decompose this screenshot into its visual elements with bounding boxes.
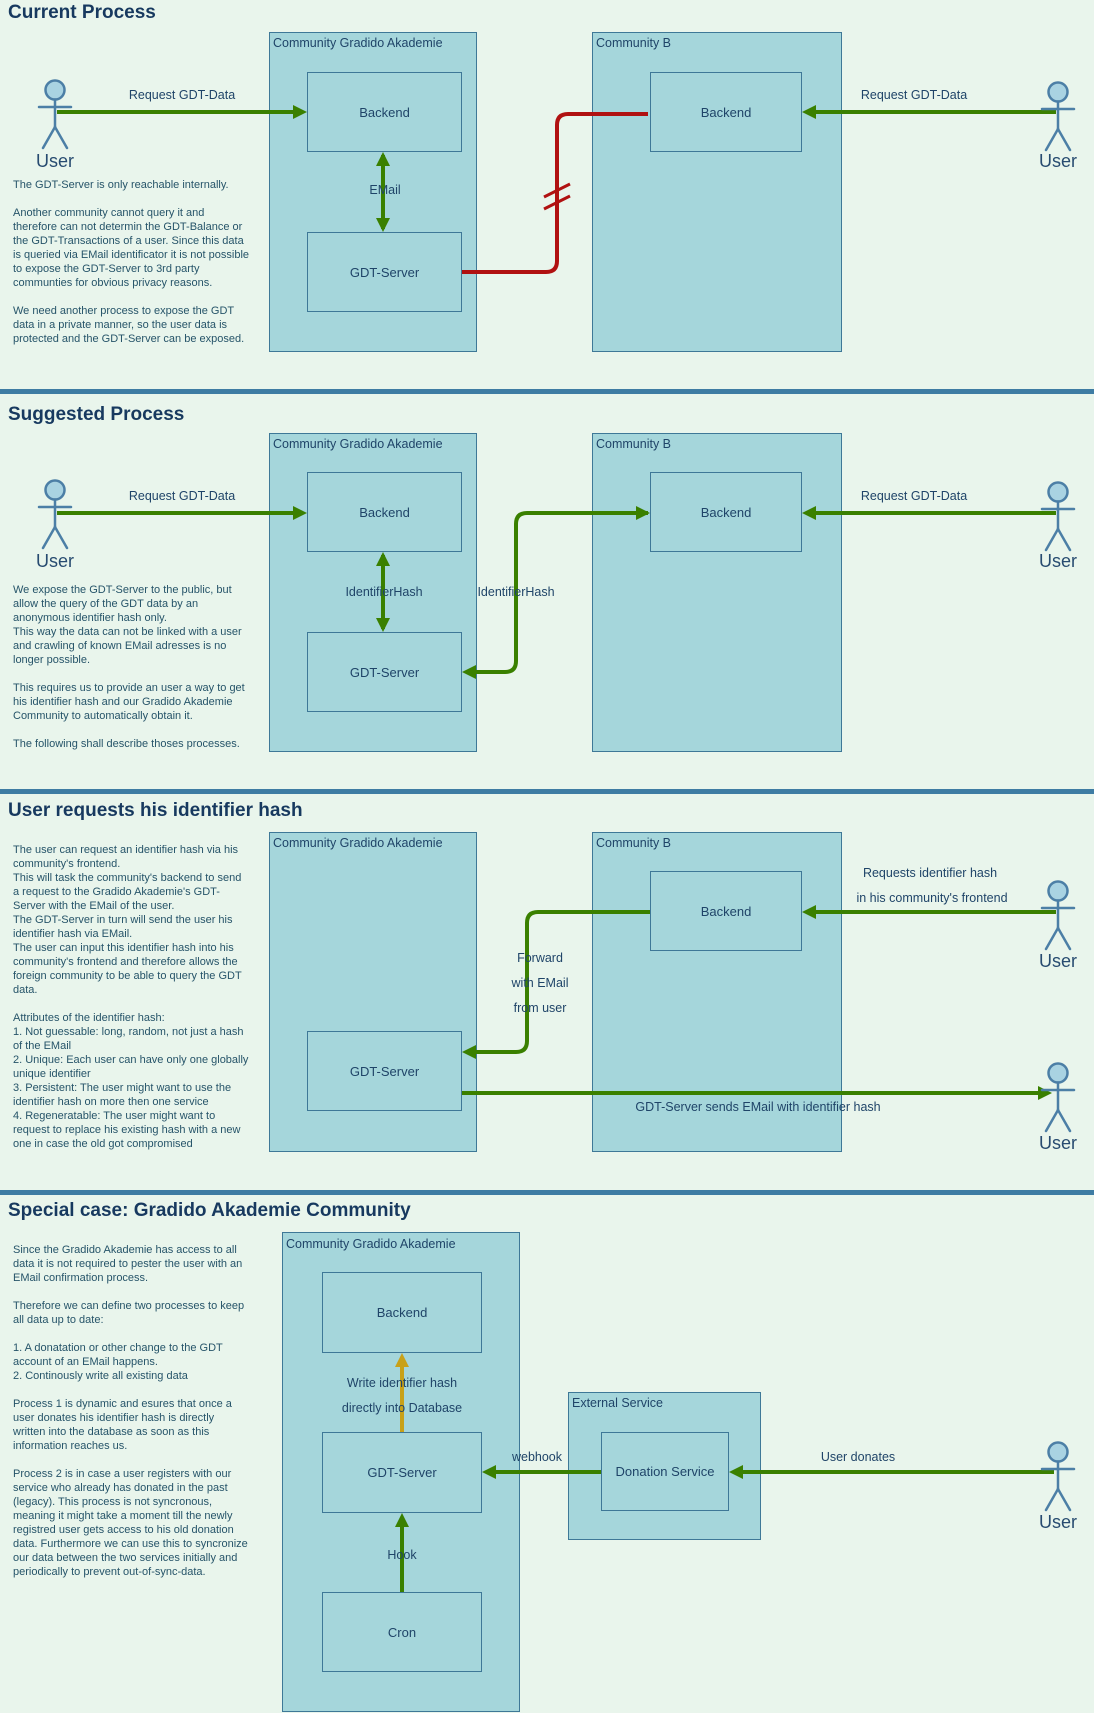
user-head: [46, 481, 65, 500]
text-line: [13, 997, 248, 1011]
text-line: We need another process to expose the GDT: [13, 305, 235, 317]
text-line: and crawling of known EMail adresses is no: [13, 640, 227, 652]
text-line: Since the Gradido Akademie has access to all: [13, 1244, 237, 1256]
text-line: Another community cannot query it and: [13, 207, 205, 219]
s2-backend-b-node: [650, 472, 802, 552]
s1-backend-a-label: Backend: [359, 104, 410, 120]
text-line: data it is not required to pester the user with an: [13, 1258, 243, 1270]
s3-gdt-server-label: GDT-Server: [349, 1063, 420, 1079]
s1-backend-b-node: [650, 72, 802, 152]
text-line: The GDT-Server in turn will send the user his: [13, 914, 233, 926]
s3-request-label-line1: Requests identifier hash: [862, 866, 998, 880]
user-limb: [1046, 129, 1058, 150]
user-figure: [39, 81, 71, 149]
s2-request-left-label: Request GDT-Data: [128, 489, 236, 503]
s3-description-text: [13, 843, 248, 1151]
s4-cga-box-label: Community Gradido Akademie: [286, 1237, 456, 1251]
text-line: data. Furthermore we can use this to syncronize: [13, 1538, 248, 1550]
text-line: periodically to prevent out-of-sync-data.: [13, 1566, 206, 1578]
s1-backend-b-label: Backend: [700, 104, 752, 120]
s3-user-top-label: User: [1038, 951, 1078, 971]
text-line: his identifier hash and our Gradido Akademie: [13, 696, 233, 708]
text-line: a request to the Gradido Akademie's GDT-: [13, 886, 220, 898]
s3-backend-b-node: [650, 871, 802, 951]
s3-request-label-line2: in his community's frontend: [856, 891, 1008, 905]
text-line: Attributes of the identifier hash:: [13, 1012, 165, 1024]
text-line: [13, 1285, 248, 1299]
s4-gdt-server-node: [322, 1432, 482, 1513]
s2-backend-a-node: [307, 472, 462, 552]
text-line: account of an EMail happens.: [13, 1356, 158, 1368]
text-line: 2. Unique: Each user can have only one globally: [13, 1054, 249, 1066]
user-head: [1049, 1064, 1068, 1083]
text-line: of the EMail: [13, 1040, 72, 1052]
s1-user-right-label: User: [1038, 151, 1078, 171]
text-line: The user can input this identifier hash into his: [13, 942, 234, 954]
section-title-suggested-process: Suggested Process: [8, 404, 185, 425]
s1-email-label: EMail: [369, 183, 401, 197]
s2-gdt-server-label: GDT-Server: [349, 664, 420, 680]
text-line: one in case the old got compromised: [13, 1138, 193, 1150]
text-line: 1. Not guessable: long, random, not just a hash: [13, 1026, 244, 1038]
text-line: request to replace his existing hash with a new: [13, 1124, 241, 1136]
section-divider-1: [0, 389, 1094, 394]
text-line: EMail confirmation process.: [13, 1272, 149, 1284]
s3-gdt-server-node: [307, 1031, 462, 1111]
text-line: identifier hash on more then one service: [13, 1096, 209, 1108]
s4-cron-label: Cron: [387, 1624, 417, 1640]
user-limb: [1058, 928, 1070, 949]
s4-webhook-label: webhook: [511, 1450, 563, 1464]
text-line: The GDT-Server is only reachable internally.: [13, 179, 229, 191]
s4-donation-service-node: [601, 1432, 729, 1511]
user-figure: [39, 481, 71, 549]
s3-user-bottom-label: User: [1038, 1133, 1078, 1153]
text-line: is queried via EMail identificator it is not possible: [13, 249, 250, 261]
text-line: our data between the two services initially and: [13, 1552, 238, 1564]
user-head: [1049, 83, 1068, 102]
text-line: [13, 667, 245, 681]
s4-external-service-box-label: External Service: [572, 1396, 664, 1410]
user-figure: [1042, 1064, 1074, 1132]
s4-gdt-server-label: GDT-Server: [367, 1465, 437, 1480]
text-line: Community to automatically obtain it.: [13, 710, 193, 722]
s4-description-text: [13, 1243, 248, 1579]
s1-backend-a-node: [307, 72, 462, 152]
user-head: [1049, 882, 1068, 901]
user-figure: [1042, 483, 1074, 551]
s2-identifierhash-inner-label: IdentifierHash: [345, 585, 423, 599]
text-line: therefore can not determin the GDT-Balance or: [13, 221, 243, 233]
text-line: Process 1 is dynamic and esures that once a: [13, 1398, 232, 1410]
s2-user-left-label: User: [35, 551, 75, 571]
text-line: The following shall describe thoses processes.: [13, 738, 240, 750]
section-title-special-case: Special case: Gradido Akademie Community: [8, 1200, 411, 1221]
s4-write-hash-label-line1: Write identifier hash: [346, 1376, 458, 1390]
s4-hook-label: Hook: [387, 1548, 417, 1562]
user-limb: [55, 527, 67, 548]
text-line: community's frontend and therefore allows the: [13, 956, 238, 968]
text-line: We expose the GDT-Server to the public, but: [13, 584, 232, 596]
text-line: protected and the GDT-Server can be exposed.: [13, 333, 245, 345]
text-line: 1. A donatation or other change to the GDT: [13, 1342, 223, 1354]
user-limb: [1058, 129, 1070, 150]
text-line: communties for obvious privacy reasons.: [13, 277, 213, 289]
s4-donation-service-label: Donation Service: [615, 1464, 715, 1479]
section-divider-3: [0, 1190, 1094, 1195]
user-figure: [1042, 83, 1074, 151]
s2-community-b-box-label: Community B: [596, 437, 672, 451]
text-line: identifier hash via EMail.: [13, 928, 133, 940]
text-line: The user can request an identifier hash via his: [13, 844, 239, 856]
s1-gdt-server-label: GDT-Server: [349, 264, 420, 280]
user-limb: [43, 127, 55, 148]
s1-cga-box-label: Community Gradido Akademie: [273, 36, 443, 50]
s2-identifierhash-outer-label: IdentifierHash: [477, 585, 555, 599]
s2-backend-a-label: Backend: [359, 504, 410, 520]
s4-user-label: User: [1038, 1512, 1078, 1532]
section-divider-2: [0, 789, 1094, 794]
text-line: 2. Continously write all existing data: [13, 1370, 188, 1382]
text-line: This way the data can not be linked with a user: [13, 626, 242, 638]
section-title-current-process: Current Process: [8, 2, 156, 23]
text-line: data.: [13, 984, 38, 996]
text-line: meaning it might take a moment till the newly: [13, 1510, 233, 1522]
s1-request-right-label: Request GDT-Data: [860, 88, 968, 102]
user-head: [46, 81, 65, 100]
s1-gdt-server-node: [307, 232, 462, 312]
s3-community-b-box-label: Community B: [596, 836, 672, 850]
text-line: community's frontend.: [13, 858, 121, 870]
text-line: [13, 723, 245, 737]
s3-forward-label-line1: Forward: [517, 951, 563, 965]
s1-community-b-box-label: Community B: [596, 36, 672, 50]
s3-forward-label-line2: with EMail: [511, 976, 569, 990]
s2-backend-b-label: Backend: [700, 504, 752, 520]
text-line: [13, 1383, 248, 1397]
text-line: all data up to date:: [13, 1314, 104, 1326]
arrowhead: [1038, 1086, 1052, 1100]
text-line: service who already has donated in the past: [13, 1482, 228, 1494]
text-line: Server with the EMail of the user.: [13, 900, 175, 912]
text-line: 3. Persistent: The user might want to use the: [13, 1082, 232, 1094]
text-line: [13, 192, 249, 206]
s4-backend-label: Backend: [376, 1305, 428, 1320]
text-line: written into the database as soon as this: [13, 1426, 210, 1438]
user-limb: [1058, 529, 1070, 550]
s4-backend-node: [322, 1272, 482, 1353]
s2-request-right-label: Request GDT-Data: [860, 489, 968, 503]
user-figure: [1042, 1443, 1074, 1511]
text-line: registred user gets access to his old donation: [13, 1524, 234, 1536]
user-limb: [1046, 1489, 1058, 1510]
section-title-user-requests-hash: User requests his identifier hash: [8, 800, 303, 821]
user-limb: [43, 527, 55, 548]
user-limb: [1058, 1489, 1070, 1510]
s3-cga-box-label: Community Gradido Akademie: [273, 836, 443, 850]
text-line: This will task the community's backend to send: [13, 872, 242, 884]
s4-cron-node: [322, 1592, 482, 1672]
text-line: 4. Regeneratable: The user might want to: [13, 1110, 216, 1122]
s2-cga-box-label: Community Gradido Akademie: [273, 437, 443, 451]
text-line: This requires us to provide an user a way to get: [13, 682, 245, 694]
text-line: information reaches us.: [13, 1440, 128, 1452]
user-limb: [1046, 529, 1058, 550]
text-line: [13, 1327, 248, 1341]
s1-break-slash-2: [544, 196, 570, 209]
text-line: anonymous identifier hash only.: [13, 612, 167, 624]
text-line: foreign community to be able to query the GDT: [13, 970, 242, 982]
s1-break-slash-1: [544, 184, 570, 197]
s1-description-text: [13, 178, 249, 346]
text-line: (legacy). This process is not syncronous,: [13, 1496, 213, 1508]
s2-user-right-label: User: [1038, 551, 1078, 571]
text-line: unique identifier: [13, 1068, 91, 1080]
s1-user-left-label: User: [35, 151, 75, 171]
s3-sends-email-label: GDT-Server sends EMail with identifier hash: [635, 1100, 881, 1114]
s2-gdt-server-node: [307, 632, 462, 712]
s1-request-left-label: Request GDT-Data: [128, 88, 236, 102]
text-line: user donates his identifier hash is directly: [13, 1412, 215, 1424]
user-head: [1049, 1443, 1068, 1462]
text-line: data in a private manner, so the user data is: [13, 319, 228, 331]
text-line: Process 2 is in case a user registers with our: [13, 1468, 232, 1480]
text-line: [13, 290, 249, 304]
user-limb: [1046, 1110, 1058, 1131]
s2-description-text: [13, 583, 245, 751]
text-line: [13, 1453, 248, 1467]
user-limb: [55, 127, 67, 148]
user-limb: [1058, 1110, 1070, 1131]
user-figure: [1042, 882, 1074, 950]
user-limb: [1046, 928, 1058, 949]
text-line: the GDT-Transactions of a user. Since this data: [13, 235, 244, 247]
text-line: to expose the GDT-Server to 3rd party: [13, 263, 200, 275]
s3-forward-label-line3: from user: [513, 1001, 567, 1015]
text-line: longer possible.: [13, 654, 91, 666]
user-head: [1049, 483, 1068, 502]
text-line: Therefore we can define two processes to keep: [13, 1300, 245, 1312]
s3-backend-b-label: Backend: [700, 903, 752, 919]
text-line: allow the query of the GDT data by an: [13, 598, 199, 610]
s4-user-donates-label: User donates: [820, 1450, 896, 1464]
s4-write-hash-label-line2: directly into Database: [341, 1401, 463, 1415]
